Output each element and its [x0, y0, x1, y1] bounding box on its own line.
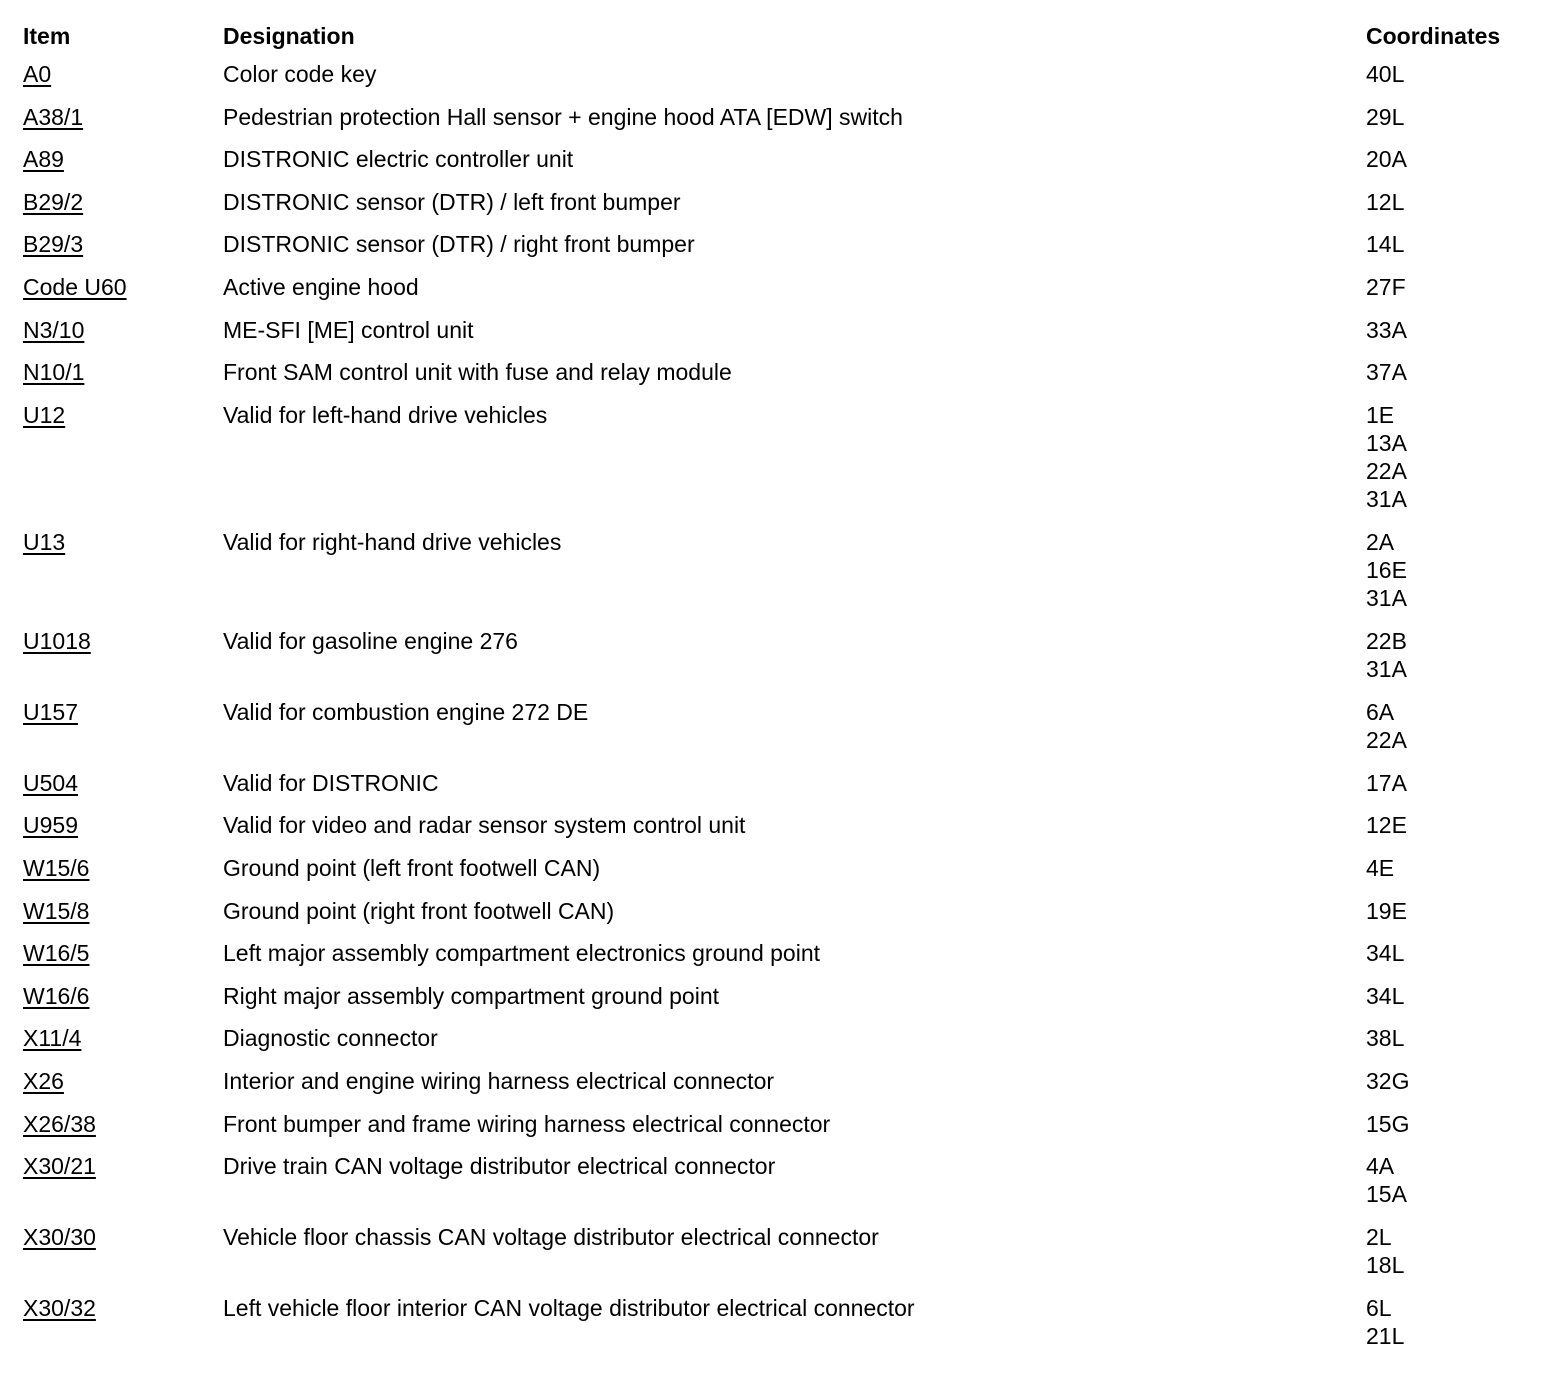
table-row [23, 103, 1553, 131]
table-row [23, 1024, 1553, 1052]
table-row [23, 698, 1553, 754]
coordinate-value: 2L [1366, 1224, 1392, 1251]
designation-cell: Left vehicle floor interior CAN voltage distributor electrical connector [223, 1295, 915, 1322]
coordinates-cell [1366, 230, 1553, 258]
item-link[interactable]: X30/21 [23, 1153, 96, 1180]
coordinate-value: 31A [1366, 655, 1407, 682]
coordinates-cell [1366, 939, 1553, 967]
designation-cell: Active engine hood [223, 273, 419, 300]
item-cell [23, 811, 223, 839]
coordinate-value: 31A [1366, 485, 1407, 512]
table-row [23, 1223, 1553, 1279]
item-link[interactable]: U13 [23, 528, 66, 555]
designation-cell: Ground point (right front footwell CAN) [223, 897, 615, 924]
table-row [23, 401, 1553, 513]
coordinate-value: 31A [1366, 584, 1407, 611]
table-row [23, 273, 1553, 301]
coordinate-value: 17A [1366, 769, 1407, 796]
coordinate-value: 37A [1366, 359, 1407, 386]
coordinates-cell [1366, 854, 1553, 882]
coordinates-cell [1366, 627, 1553, 683]
coordinate-value: 34L [1366, 940, 1405, 967]
item-link[interactable]: N3/10 [23, 316, 85, 343]
table-row [23, 358, 1553, 386]
item-link[interactable]: U959 [23, 812, 78, 839]
item-link[interactable]: X11/4 [23, 1025, 82, 1052]
item-cell [23, 230, 223, 258]
coordinates-cell [1366, 1067, 1553, 1095]
table-row [23, 188, 1553, 216]
coordinates-cell [1366, 1294, 1553, 1350]
designation-cell: Front SAM control unit with fuse and relay module [223, 359, 732, 386]
designation-cell: Diagnostic connector [223, 1025, 438, 1052]
item-link[interactable]: Code U60 [23, 273, 127, 300]
table-row [23, 1152, 1553, 1208]
coordinate-value: 6L [1366, 1295, 1392, 1322]
item-cell [23, 528, 223, 556]
table-row [23, 627, 1553, 683]
item-cell [23, 60, 223, 88]
coordinates-cell [1366, 698, 1553, 754]
table-row [23, 982, 1553, 1010]
item-cell [23, 698, 223, 726]
coordinates-cell [1366, 188, 1553, 216]
item-cell [23, 1067, 223, 1095]
item-cell [23, 627, 223, 655]
item-link[interactable]: U12 [23, 401, 66, 428]
item-link[interactable]: X26 [23, 1067, 64, 1094]
coordinate-value: 18L [1366, 1252, 1405, 1279]
designation-cell: Valid for combustion engine 272 DE [223, 698, 589, 725]
coordinate-value: 29L [1366, 103, 1405, 130]
table-body [23, 60, 1553, 1350]
item-link[interactable]: U1018 [23, 627, 91, 654]
table-row [23, 854, 1553, 882]
coordinates-cell [1366, 145, 1553, 173]
coordinate-value: 13A [1366, 429, 1407, 456]
designation-cell: Front bumper and frame wiring harness electrical connector [223, 1110, 831, 1137]
designation-cell: Ground point (left front footwell CAN) [223, 854, 601, 881]
item-cell [23, 1223, 223, 1251]
item-cell [23, 145, 223, 173]
item-link[interactable]: B29/2 [23, 188, 84, 215]
table-row [23, 528, 1553, 612]
item-cell [23, 1294, 223, 1322]
item-link[interactable]: U157 [23, 698, 78, 725]
coordinate-value: 4E [1366, 854, 1395, 881]
coordinates-cell [1366, 401, 1553, 513]
coordinate-value: 22A [1366, 457, 1407, 484]
coordinate-value: 33A [1366, 316, 1407, 343]
item-cell [23, 939, 223, 967]
coordinate-value: 34L [1366, 982, 1405, 1009]
item-link[interactable]: X30/32 [23, 1295, 96, 1322]
table-row [23, 897, 1553, 925]
header-coordinates: Coordinates [1366, 23, 1501, 49]
coordinates-cell [1366, 316, 1553, 344]
designation-cell: Pedestrian protection Hall sensor + engine hood ATA [EDW] switch [223, 103, 903, 130]
designation-cell: Valid for left-hand drive vehicles [223, 401, 548, 428]
table-row [23, 145, 1553, 173]
item-cell [23, 401, 223, 429]
coordinates-cell [1366, 769, 1553, 797]
item-link[interactable]: X26/38 [23, 1110, 96, 1137]
item-link[interactable]: W16/6 [23, 982, 90, 1009]
coordinates-cell [1366, 897, 1553, 925]
coordinate-value: 38L [1366, 1025, 1405, 1052]
coordinate-value: 15A [1366, 1181, 1407, 1208]
coordinates-cell [1366, 103, 1553, 131]
designation-cell: Interior and engine wiring harness electrical connector [223, 1067, 775, 1094]
coordinates-cell [1366, 1110, 1553, 1138]
item-cell [23, 769, 223, 797]
designation-cell: DISTRONIC sensor (DTR) / left front bumper [223, 188, 681, 215]
item-cell [23, 316, 223, 344]
table-row [23, 811, 1553, 839]
designation-cell: Right major assembly compartment ground point [223, 982, 720, 1009]
coordinate-value: 27F [1366, 273, 1406, 300]
coordinate-value: 22B [1366, 627, 1407, 654]
coordinates-cell [1366, 1152, 1553, 1208]
table-row [23, 230, 1553, 258]
item-cell [23, 273, 223, 301]
coordinate-value: 1E [1366, 401, 1395, 428]
item-link[interactable]: X30/30 [23, 1224, 96, 1251]
item-link[interactable]: A89 [23, 146, 64, 173]
coordinate-value: 6A [1366, 698, 1395, 725]
item-cell [23, 1110, 223, 1138]
designation-cell: Valid for gasoline engine 276 [223, 627, 518, 654]
header-item: Item [23, 23, 71, 49]
table-row [23, 1294, 1553, 1350]
header-designation: Designation [223, 23, 355, 49]
table-row [23, 939, 1553, 967]
item-link[interactable]: W16/5 [23, 940, 90, 967]
item-cell [23, 1024, 223, 1052]
designation-cell: Valid for DISTRONIC [223, 769, 439, 796]
designation-cell: Vehicle floor chassis CAN voltage distributor electrical connector [223, 1224, 879, 1251]
table-row [23, 1067, 1553, 1095]
item-link[interactable]: A38/1 [23, 103, 84, 130]
coordinates-cell [1366, 811, 1553, 839]
coordinate-value: 21L [1366, 1323, 1405, 1350]
table-row [23, 60, 1553, 88]
table-row [23, 316, 1553, 344]
designation-cell: Valid for right-hand drive vehicles [223, 528, 562, 555]
coordinate-value: 19E [1366, 897, 1407, 924]
coordinate-value: 14L [1366, 231, 1405, 258]
item-cell [23, 358, 223, 386]
coordinate-value: 12L [1366, 188, 1405, 215]
item-link[interactable]: B29/3 [23, 231, 84, 258]
table-row [23, 769, 1553, 797]
component-legend-table [23, 20, 1553, 1365]
table-row [23, 1110, 1553, 1138]
coordinate-value: 2A [1366, 528, 1395, 555]
designation-cell: ME-SFI [ME] control unit [223, 316, 474, 343]
coordinate-value: 4A [1366, 1153, 1395, 1180]
coordinates-cell [1366, 982, 1553, 1010]
item-link[interactable]: W15/8 [23, 897, 90, 924]
item-link[interactable]: U504 [23, 769, 78, 796]
item-cell [23, 103, 223, 131]
designation-cell: DISTRONIC electric controller unit [223, 146, 574, 173]
item-link[interactable]: A0 [23, 61, 52, 87]
item-cell [23, 1152, 223, 1180]
item-cell [23, 188, 223, 216]
table-header [23, 20, 1553, 60]
item-cell [23, 897, 223, 925]
coordinates-cell [1366, 273, 1553, 301]
coordinate-value: 40L [1366, 61, 1405, 87]
coordinate-value: 32G [1366, 1067, 1410, 1094]
coordinates-cell [1366, 528, 1553, 612]
coordinate-value: 12E [1366, 812, 1407, 839]
item-link[interactable]: N10/1 [23, 359, 85, 386]
item-link[interactable]: W15/6 [23, 854, 90, 881]
coordinates-cell [1366, 1223, 1553, 1279]
designation-cell: DISTRONIC sensor (DTR) / right front bumper [223, 231, 695, 258]
designation-cell: Drive train CAN voltage distributor electrical connector [223, 1153, 776, 1180]
item-cell [23, 982, 223, 1010]
coordinate-value: 20A [1366, 146, 1407, 173]
designation-cell: Valid for video and radar sensor system control unit [223, 812, 746, 839]
coordinates-cell [1366, 1024, 1553, 1052]
coordinates-cell [1366, 358, 1553, 386]
coordinate-value: 22A [1366, 726, 1407, 753]
coordinates-cell [1366, 60, 1553, 88]
designation-cell: Left major assembly compartment electronics ground point [223, 940, 821, 967]
coordinate-value: 15G [1366, 1110, 1410, 1137]
item-cell [23, 854, 223, 882]
designation-cell: Color code key [223, 61, 377, 87]
coordinate-value: 16E [1366, 556, 1407, 583]
